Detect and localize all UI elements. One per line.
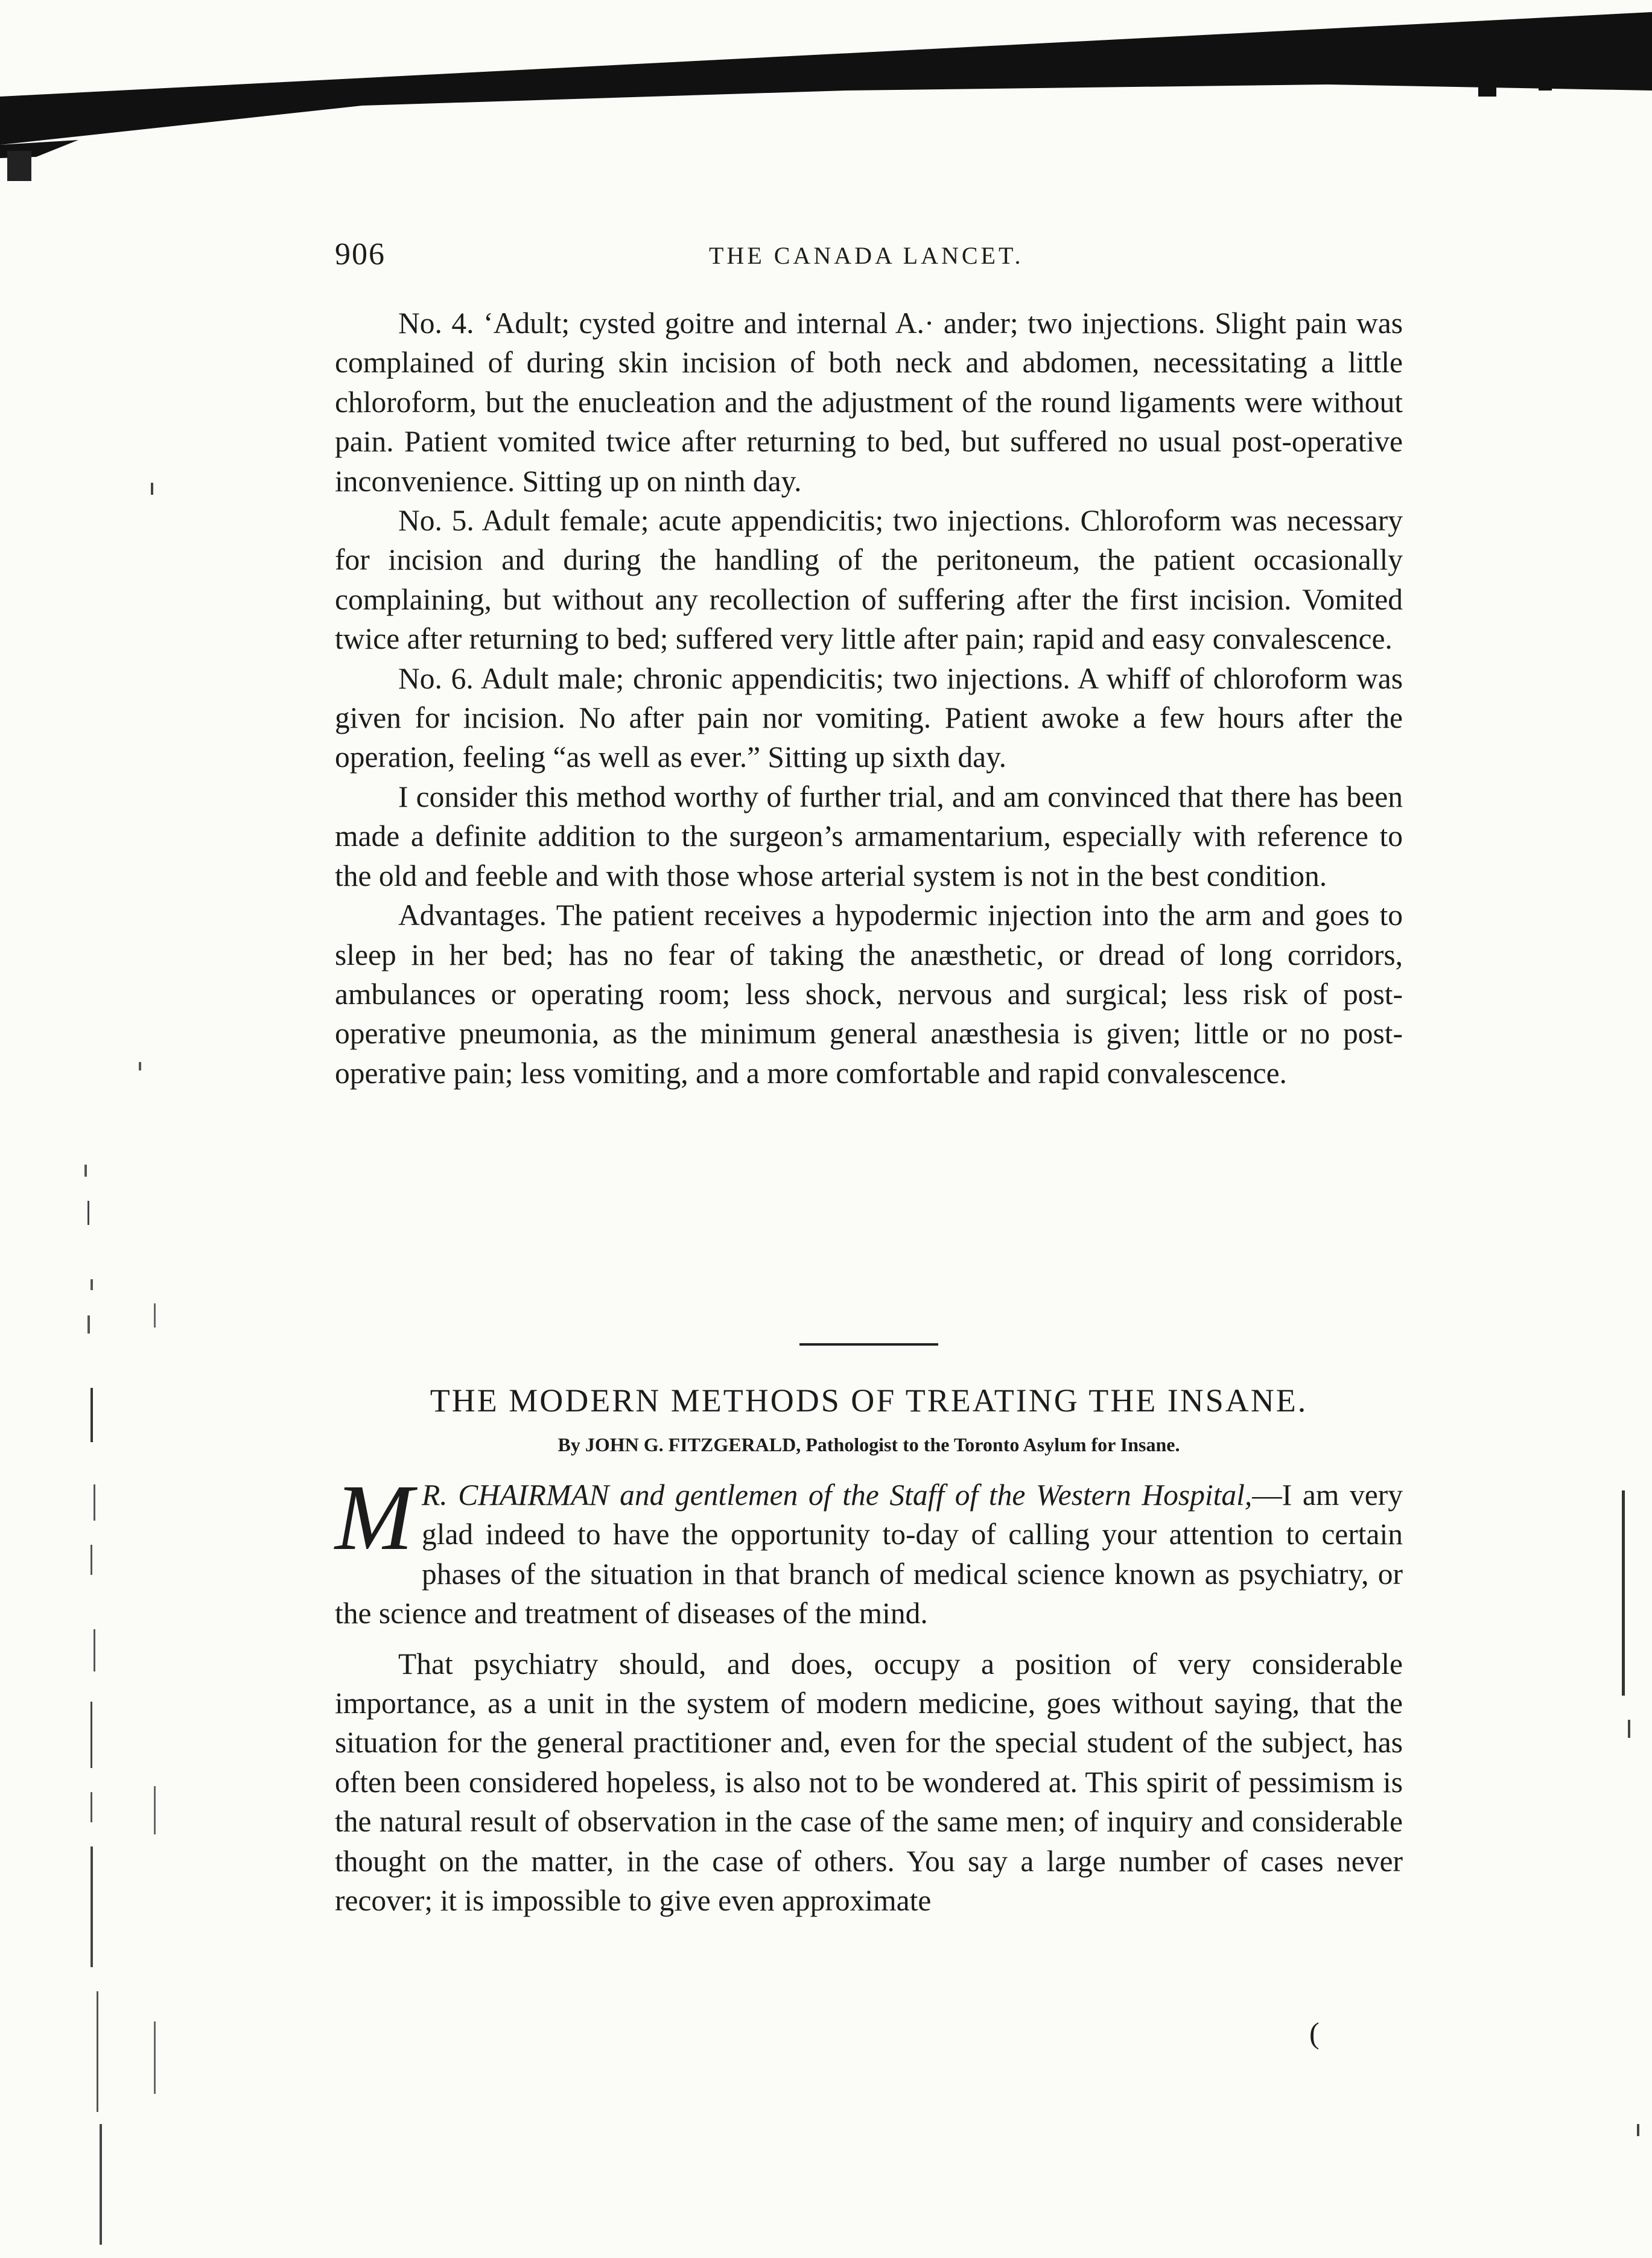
page-number: 906: [335, 237, 386, 272]
article-byline: By JOHN G. FITZGERALD, Pathologist to the Toronto Asylum for Insane.: [558, 1434, 1180, 1455]
case-paragraph: No. 5. Adult female; acute appendicitis; two injections. Chloroform was necessary for incision and during the handling of the peritoneum, the patient occasionally complaining, but without any recollection of suffering after the first incision. Vomited twice after returning to bed; suffered very little after pain; rapid and easy convalescence.: [335, 504, 1403, 656]
opening-text: —I am very glad indeed to have the opportunity to-day of calling your attention to certain phases of the situation in that branch of medical science known as psychiatry, or the science and treatment of diseases of the mind.: [335, 1478, 1403, 1630]
body-paragraph: Advantages. The patient receives a hypodermic injection into the arm and goes to sleep in her bed; has no fear of taking the anæsthetic, or dread of long corridors, ambulances or operating room; less shock, nervous and surgical; less risk of post-operative pneumonia, as the minimum general anæsthesia is given; little or no post-operative pain; less vomiting, and a more comfortable and rapid convalescence.: [335, 898, 1403, 1090]
scan-binding-edge: [0, 0, 1652, 181]
section-divider: [799, 1343, 938, 1346]
scan-left-margin-marks: [0, 0, 199, 2258]
page-header: [335, 237, 1415, 279]
opening-paragraph: [335, 1465, 1403, 1633]
article-body: [335, 1465, 1403, 1920]
case-paragraph: No. 4. ‘Adult; cysted goitre and internal A.· ander; two injections. Slight pain was complained of during skin incision of both neck and abdomen, necessitating a little chloroform, but the enucleation and the adjustment of the round ligaments were without pain. Patient vomited twice after returning to bed, but suffered no usual post-operative inconvenience. Sitting up on ninth day.: [335, 307, 1403, 498]
page-mark: (: [1309, 2016, 1320, 2050]
case-paragraph: No. 6. Adult male; chronic appendicitis; two injections. A whiff of chloroform was given for incision. No after pain nor vomiting. Patient awoke a few hours after the operation, feeling “as well as ever.” Sitting up sixth day.: [335, 661, 1403, 774]
salutation: R. CHAIRMAN and gentlemen of the Staff of the Western Hospital,: [421, 1478, 1253, 1512]
article-title: THE MODERN METHODS OF TREATING THE INSANE.: [430, 1382, 1308, 1419]
running-head: THE CANADA LANCET.: [709, 242, 1024, 269]
body-paragraph: That psychiatry should, and does, occupy a position of very considerable importance, as a unit in the system of modern medicine, goes without saying, that the situation for the general practitioner and, even for the special student of the subject, has often been considered hopeless, is also not to be wondered at. This spirit of pessimism is the natural result of observation in the case of the same men; of inquiry and considerable thought on the matter, in the case of others. You say a large number of cases never recover; it is impossible to give even approximate: [335, 1647, 1403, 1918]
case-reports: [335, 304, 1403, 1093]
scan-right-margin-marks: [1604, 0, 1652, 2258]
drop-cap: M: [335, 1465, 413, 1569]
body-paragraph: I consider this method worthy of further trial, and am convinced that there has been made a definite addition to the surgeon’s armamentarium, especially with reference to the old and feeble and with those whose arterial system is not in the best condition.: [335, 780, 1403, 892]
